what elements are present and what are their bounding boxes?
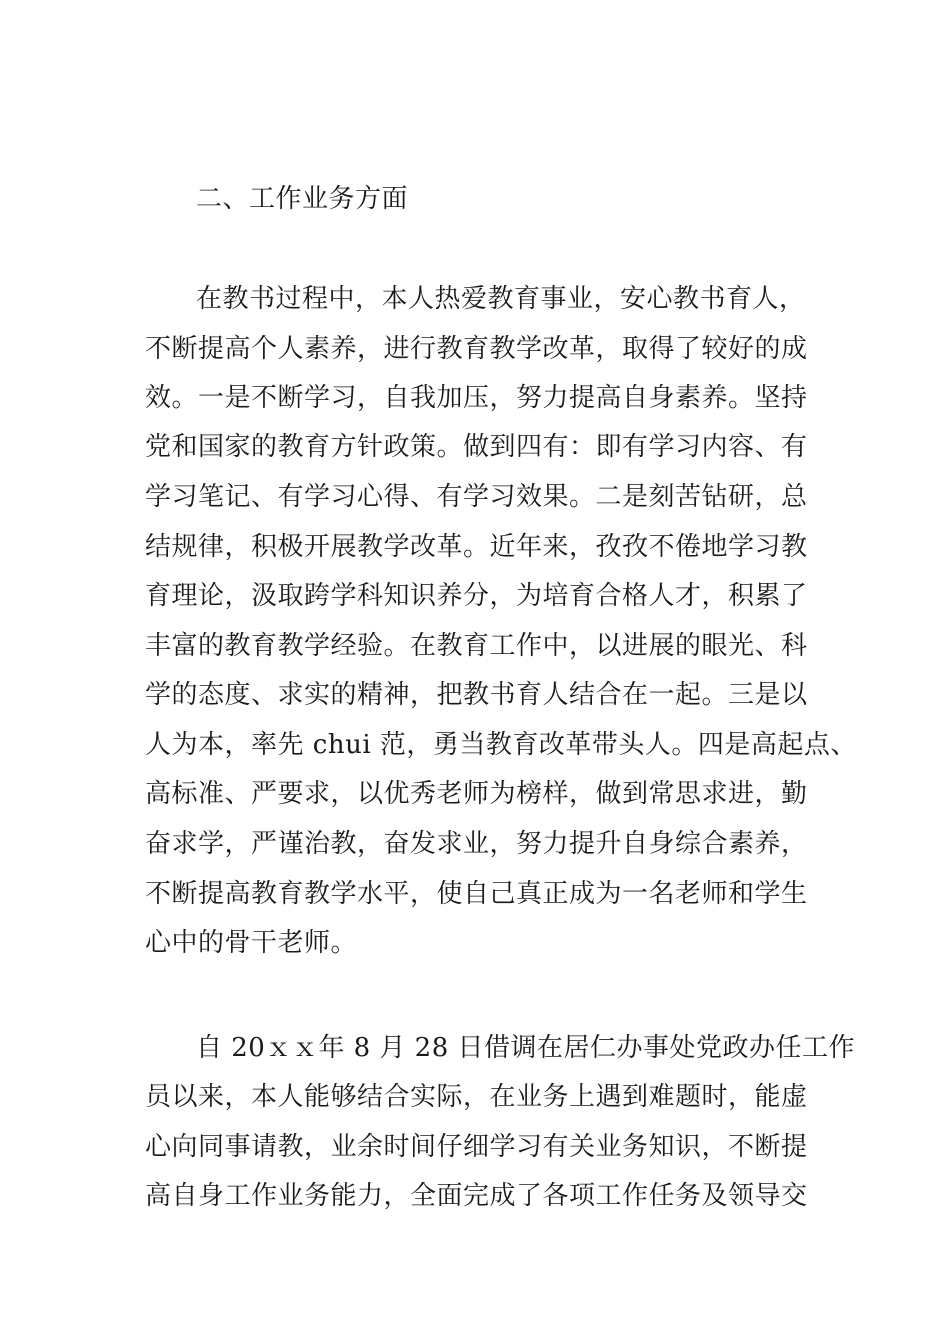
paragraph-line: 自 20ｘｘ年 8 月 28 日借调在居仁办事处党政办任工作 [196,1033,856,1063]
paragraph-line: 育理论，汲取跨学科知识养分，为培育合格人才，积累了 [145,581,808,611]
paragraph-line: 心向同事请教，业余时间仔细学习有关业务知识，不断提 [145,1132,808,1162]
paragraph-line: 人为本，率先 chui 范，勇当教育改革带头人。四是高起点、 [145,730,857,760]
paragraph-line: 奋求学，严谨治教，奋发求业，努力提升自身综合素养， [145,829,808,859]
paragraph-line: 高标准、严要求，以优秀老师为榜样，做到常思求进，勤 [145,779,808,809]
paragraph-line: 不断提高个人素养，进行教育教学改革，取得了较好的成 [145,334,808,364]
paragraph-line: 在教书过程中，本人热爱教育事业，安心教书育人， [196,284,806,314]
paragraph-line: 结规律，积极开展教学改革。近年来，孜孜不倦地学习教 [145,532,808,562]
paragraph-line: 学习笔记、有学习心得、有学习效果。二是刻苦钻研，总 [145,482,808,512]
paragraph-line: 党和国家的教育方针政策。做到四有：即有学习内容、有 [145,432,808,462]
paragraph-line: 丰富的教育教学经验。在教育工作中，以进展的眼光、科 [145,631,808,661]
paragraph-line: 学的态度、求实的精神，把教书育人结合在一起。三是以 [145,680,808,710]
section-heading: 二、工作业务方面 [196,184,409,214]
paragraph-line: 不断提高教育教学水平，使自己真正成为一名老师和学生 [145,879,808,909]
paragraph-line: 效。一是不断学习，自我加压，努力提高自身素养。坚持 [145,383,808,413]
paragraph-line: 员以来，本人能够结合实际，在业务上遇到难题时，能虚 [145,1082,808,1112]
paragraph-line: 高自身工作业务能力，全面完成了各项工作任务及领导交 [145,1181,808,1211]
paragraph-line: 心中的骨干老师。 [145,928,358,958]
